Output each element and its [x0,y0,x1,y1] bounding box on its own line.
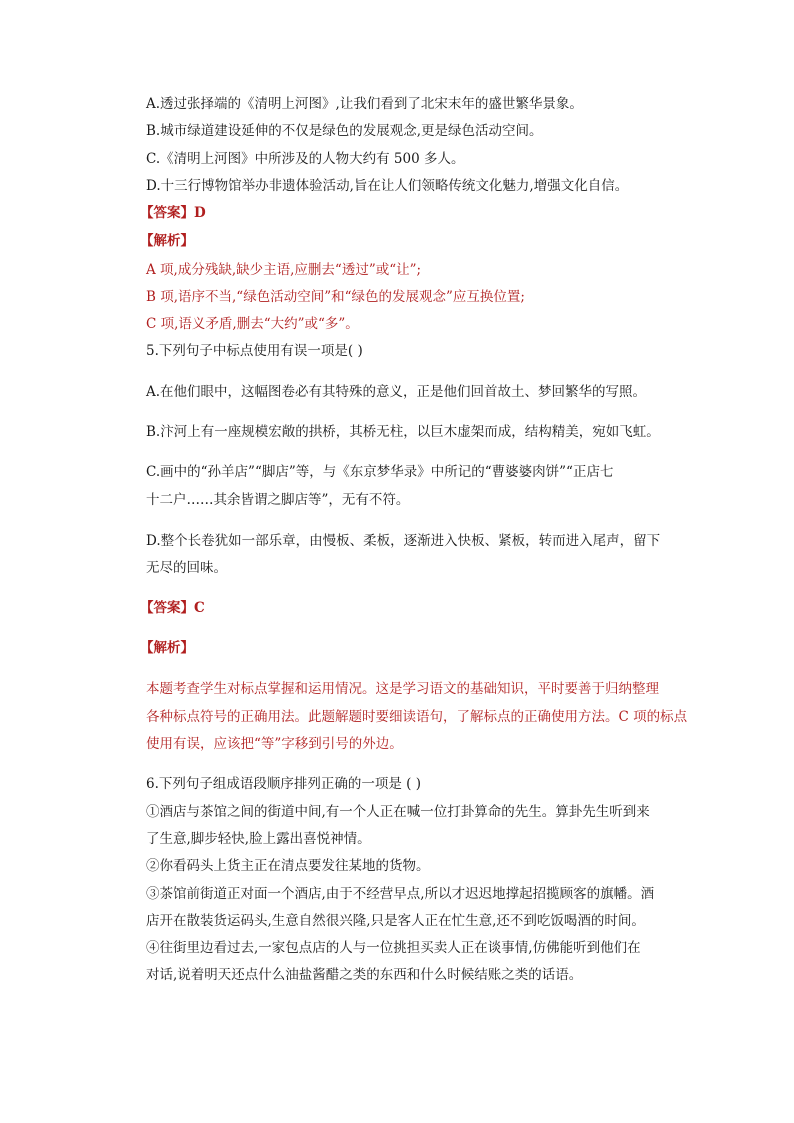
q6-sentence-3-line1: ③茶馆前街道正对面一个酒店,由于不经营早点,所以才迟迟地撑起招揽顾客的旗幡。酒 [146,886,655,902]
q4-analysis-label: 【解析】 [140,233,194,249]
q5-analysis-line2: 各种标点符号的正确用法。此题解题时要细读语句，了解标点的正确使用方法。C 项的标点 [146,709,688,725]
q6-sentence-4-line1: ④往街里边看过去,一家包点店的人与一位挑担买卖人正在谈事情,仿佛能听到他们在 [146,940,641,956]
q6-sentence-1-line1: ①酒店与茶馆之间的街道中间,有一个人正在喊一位打卦算命的先生。算卦先生听到来 [146,804,650,820]
q4-analysis-c: C 项,语义矛盾,删去“大约”或“多”。 [146,316,359,332]
q5-option-d-line1: D.整个长卷犹如一部乐章，由慢板、柔板，逐渐进入快板、紧板，转而进入尾声，留下 [146,533,661,549]
q5-analysis-label: 【解析】 [140,640,194,656]
q5-analysis-line3: 使用有误，应该把“等”字移到引号的外边。 [146,736,403,752]
q4-option-b: B.城市绿道建设延伸的不仅是绿色的发展观念,更是绿色活动空间。 [146,123,543,139]
answer-value: D [194,205,206,221]
q4-option-a: A.透过张择端的《清明上河图》,让我们看到了北宋末年的盛世繁华景象。 [146,96,583,112]
q6-sentence-1-line2: 了生意,脚步轻快,脸上露出喜悦神情。 [146,831,371,847]
q4-option-d: D.十三行博物馆举办非遗体验活动,旨在让人们领略传统文化魅力,增强文化自信。 [146,178,629,194]
answer-label: 【答案】 [140,205,194,221]
q4-option-c: C.《清明上河图》中所涉及的人物大约有 500 多人。 [146,151,465,167]
q4-analysis-a: A 项,成分残缺,缺少主语,应删去“透过”或“让”; [146,262,422,278]
q6-question: 6.下列句子组成语段顺序排列正确的一项是 ( ) [146,776,421,792]
q4-analysis-b: B 项,语序不当,“绿色活动空间”和“绿色的发展观念”应互换位置; [146,289,525,305]
q5-option-b: B.汴河上有一座规模宏敞的拱桥，其桥无柱，以巨木虚架而成，结构精美，宛如飞虹。 [146,424,660,440]
q5-option-a: A.在他们眼中，这幅图卷必有其特殊的意义，正是他们回首故土、梦回繁华的写照。 [146,384,647,400]
q6-sentence-3-line2: 店开在散装货运码头,生意自然很兴隆,只是客人正在忙生意,还不到吃饭喝酒的时间。 [146,913,645,929]
q5-question: 5.下列句子中标点使用有误一项是( ) [146,343,363,359]
q5-option-c-line1: C.画中的“孙羊店”“脚店”等，与《东京梦华录》中所记的“曹婆婆肉饼”“正店七 [146,464,614,480]
answer-label: 【答案】 [140,600,194,616]
q4-answer [140,203,206,223]
q5-answer [140,598,205,618]
q5-analysis-line1: 本题考查学生对标点掌握和运用情况。这是学习语文的基础知识，平时要善于归纳整理 [146,681,659,697]
answer-value: C [194,600,205,616]
q5-option-d-line2: 无尽的回味。 [146,560,227,576]
q6-sentence-2: ②你看码头上货主正在清点要发往某地的货物。 [146,858,430,874]
q6-sentence-4-line2: 对话,说着明天还点什么油盐酱醋之类的东西和什么时候结账之类的话语。 [146,967,583,983]
q5-option-c-line2: 十二户……其余皆谓之脚店等”，无有不符。 [146,492,410,508]
